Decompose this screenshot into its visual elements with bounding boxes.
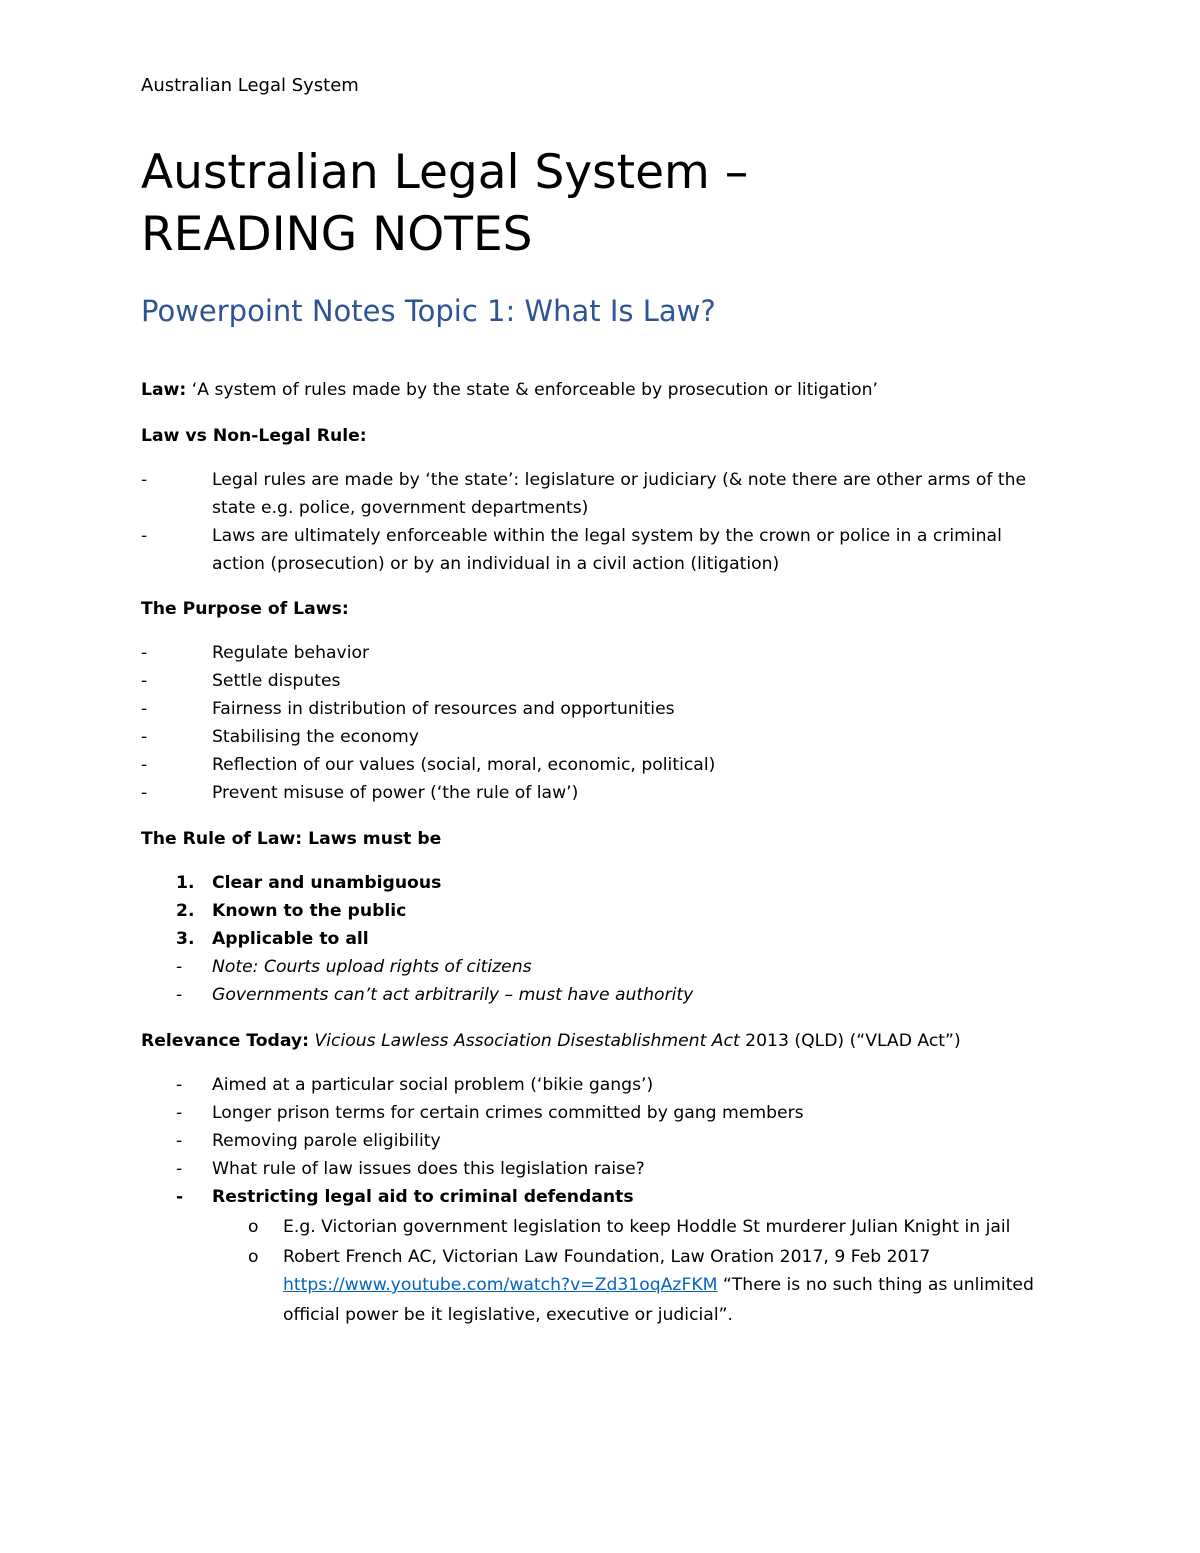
act-name: Vicious Lawless Association Disestablishment Act	[314, 1031, 740, 1051]
law-vs-label: Law vs Non-Legal Rule:	[141, 426, 367, 446]
purpose-item-1: Regulate behavior	[212, 643, 370, 663]
law-vs-item-1-line-2: state e.g. police, government departments)	[212, 498, 589, 518]
purpose-label: The Purpose of Laws:	[141, 599, 349, 619]
document-title	[141, 142, 1101, 266]
rule-note-2-marker: -	[176, 985, 183, 1005]
quote-line-2: official power be it legislative, executive or judicial”.	[283, 1305, 733, 1325]
relevance-item-3-marker: -	[176, 1131, 183, 1151]
youtube-link-line	[283, 1271, 1034, 1299]
rule-item-3: Applicable to all	[212, 929, 369, 949]
law-vs-item-1-line-1: Legal rules are made by ‘the state’: legislature or judiciary (& note there are other arms of the	[212, 470, 1027, 490]
relevance-item-3: Removing parole eligibility	[212, 1131, 441, 1151]
purpose-item-4-marker: -	[141, 727, 148, 747]
sub-item-1-marker: o	[248, 1217, 259, 1237]
rule-note-1-marker: -	[176, 957, 183, 977]
purpose-item-2-marker: -	[141, 671, 148, 691]
relevance-line	[141, 1027, 961, 1055]
rule-item-2-marker: 2.	[176, 901, 195, 921]
purpose-item-3-marker: -	[141, 699, 148, 719]
rule-item-1: Clear and unambiguous	[212, 873, 442, 893]
law-definition	[141, 376, 878, 404]
relevance-item-4-marker: -	[176, 1159, 183, 1179]
rule-item-1-marker: 1.	[176, 873, 195, 893]
purpose-item-4: Stabilising the economy	[212, 727, 419, 747]
relevance-label: Relevance Today:	[141, 1031, 310, 1051]
relevance-item-5-marker: -	[176, 1187, 184, 1207]
purpose-item-6-marker: -	[141, 783, 148, 803]
purpose-item-3: Fairness in distribution of resources and opportunities	[212, 699, 675, 719]
title-line-2: READING NOTES	[141, 207, 533, 262]
relevance-item-5: Restricting legal aid to criminal defendants	[212, 1187, 634, 1207]
law-vs-item-2-line-2: action (prosecution) or by an individual in a civil action (litigation)	[212, 554, 780, 574]
running-header: Australian Legal System	[141, 75, 359, 96]
rule-item-3-marker: 3.	[176, 929, 195, 949]
relevance-item-2: Longer prison terms for certain crimes committed by gang members	[212, 1103, 804, 1123]
law-label: Law:	[141, 380, 187, 400]
rule-note-2: Governments can’t act arbitrarily – must have authority	[212, 985, 694, 1005]
law-vs-item-2-line-1: Laws are ultimately enforceable within the legal system by the crown or police in a criminal	[212, 526, 1002, 546]
law-definition-text: ‘A system of rules made by the state & enforceable by prosecution or litigation’	[186, 380, 878, 400]
purpose-item-6: Prevent misuse of power (‘the rule of law’)	[212, 783, 579, 803]
purpose-item-2: Settle disputes	[212, 671, 341, 691]
sub-item-1: E.g. Victorian government legislation to keep Hoddle St murderer Julian Knight in jail	[283, 1217, 1011, 1237]
section-heading: Powerpoint Notes Topic 1: What Is Law?	[141, 294, 716, 328]
purpose-item-1-marker: -	[141, 643, 148, 663]
title-line-1: Australian Legal System –	[141, 145, 749, 200]
purpose-item-5: Reflection of our values (social, moral, economic, political)	[212, 755, 716, 775]
relevance-item-1: Aimed at a particular social problem (‘bikie gangs’)	[212, 1075, 654, 1095]
sub-item-2-marker: o	[248, 1247, 259, 1267]
quote-line-1: “There is no such thing as unlimited	[717, 1275, 1034, 1295]
rule-item-2: Known to the public	[212, 901, 407, 921]
rule-note-1: Note: Courts upload rights of citizens	[212, 957, 532, 977]
purpose-item-5-marker: -	[141, 755, 148, 775]
law-vs-item-1-marker: -	[141, 470, 148, 490]
relevance-item-1-marker: -	[176, 1075, 183, 1095]
law-vs-item-2-marker: -	[141, 526, 148, 546]
youtube-link[interactable]: https://www.youtube.com/watch?v=Zd31oqAzFKM	[283, 1275, 718, 1295]
rule-of-law-label: The Rule of Law: Laws must be	[141, 829, 442, 849]
relevance-item-4: What rule of law issues does this legislation raise?	[212, 1159, 645, 1179]
relevance-item-2-marker: -	[176, 1103, 183, 1123]
act-details: 2013 (QLD) (“VLAD Act”)	[739, 1031, 961, 1051]
sub-item-2: Robert French AC, Victorian Law Foundation, Law Oration 2017, 9 Feb 2017	[283, 1247, 931, 1267]
